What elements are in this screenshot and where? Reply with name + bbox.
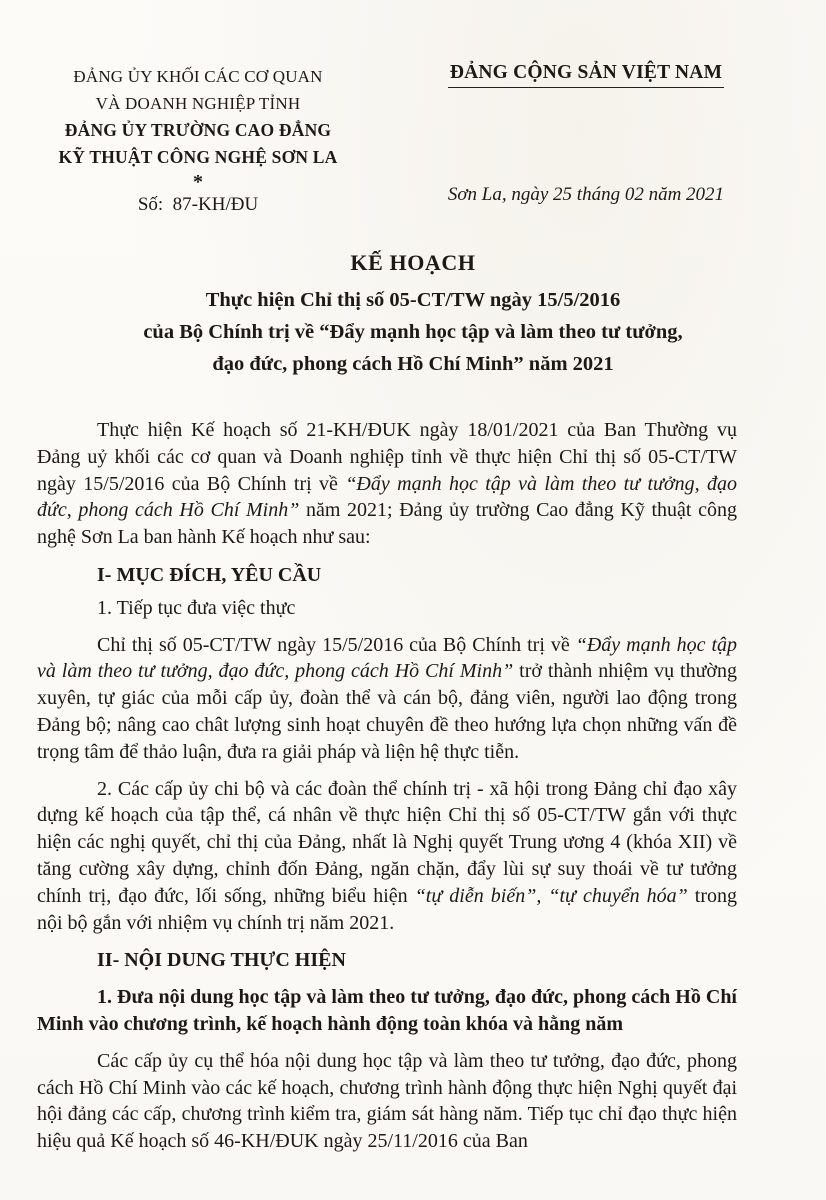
party-name: ĐẢNG CỘNG SẢN VIỆT NAM <box>448 62 724 88</box>
text-run: năm 2021; Đảng ủy trường Cao đẳng Kỹ thuật công nghệ Sơn La ban hành Kế hoạch như sau: <box>37 499 737 549</box>
issuing-org-block <box>28 64 368 216</box>
text-run: trong nội bộ gắn với nhiệm vụ chính trị năm 2021. <box>37 884 738 934</box>
text-run: 2. Các cấp ủy chi bộ và các đoàn thể chính trị - xã hội trong Đảng chỉ đạo xây dựng kế hoạch của tập thể, cá nhân về thực hiện Chỉ thị số 05-CT/TW gắn với thực hiện các nghị quyết, chỉ thị của Đảng, nhất là Nghị quyết Trung ương 4 (khóa XII) về tăng cường xây dựng, chỉnh đốn Đảng, ngăn chặn, đẩy lùi sự suy thoái về tư tưởng chính trị, đạo đức, lối sống, những biểu hiện <box>37 777 737 907</box>
place-and-date: Sơn La, ngày 25 tháng 02 năm 2021 <box>447 184 725 205</box>
section-2-paragraph-1: Các cấp ủy cụ thể hóa nội dung học tập và làm theo tư tưởng, đạo đức, phong cách Hồ Chí Minh vào các kế hoạch, chương trình hành động thực hiện Nghị quyết đại hội đảng các cấp, chương trình kiểm tra, giám sát hàng năm. Tiếp tục chỉ đạo thực hiện hiệu quả Kế hoạch số 46-KH/ĐUK ngày 25/11/2016 của Ban <box>37 1049 737 1153</box>
separator-star: * <box>193 171 203 193</box>
document-number: Số: 87-KH/ĐU <box>137 194 259 215</box>
title-line-1: Thực hiện Chỉ thị số 05-CT/TW ngày 15/5/2016 <box>205 289 621 311</box>
org-line-1: ĐẢNG ỦY KHỐI CÁC CƠ QUAN <box>73 67 323 86</box>
text-run: trở thành nhiệm vụ thường xuyên, tự giác của mỗi cấp ủy, đoàn thể và cán bộ, đảng viên, người lao động trong Đảng bộ; nâng cao chât lượng sinh hoạt chuyên đề theo hướng lựa chọn những vấn đề trọng tâm để thảo luận, đưa ra giải pháp và liện hệ thực tiễn. <box>37 660 737 763</box>
section-1-heading: I- MỤC ĐÍCH, YÊU CẦU <box>97 563 322 586</box>
org-line-4: KỸ THUẬT CÔNG NGHỆ SƠN LA <box>58 146 338 167</box>
section-1-paragraph-2 <box>37 776 737 937</box>
title-label: KẾ HOẠCH <box>350 250 476 275</box>
section-2-heading: II- NỘI DUNG THỰC HIỆN <box>97 949 346 972</box>
document-title-block <box>0 250 826 380</box>
org-line-2: VÀ DOANH NGHIỆP TỈNH <box>95 93 301 113</box>
section-1-item-1: 1. Tiếp tục đưa việc thực <box>97 596 296 619</box>
section-2-subheading-1: 1. Đưa nội dung học tập và làm theo tư tưởng, đạo đức, phong cách Hồ Chí Minh vào chương trình, kế hoạch hành động toàn khóa và hằng năm <box>37 986 737 1035</box>
intro-paragraph <box>37 417 737 551</box>
title-line-3: đạo đức, phong cách Hồ Chí Minh” năm 2021 <box>212 353 614 375</box>
national-header-block <box>412 62 760 206</box>
quoted-italic-run: “tự diễn biến”, “tự chuyển hóa” <box>414 884 688 907</box>
section-1-paragraph-1 <box>37 632 737 766</box>
text-run: Chỉ thị số 05-CT/TW ngày 15/5/2016 của Bộ Chính trị về <box>97 633 576 656</box>
org-line-3: ĐẢNG ỦY TRƯỜNG CAO ĐẲNG <box>64 120 332 140</box>
quoted-italic-run: “Đẩy mạnh học tập và làm theo tư tưởng, đạo đức, phong cách Hồ Chí Minh” <box>37 472 737 522</box>
quoted-italic-run: “Đẩy mạnh học tập và làm theo tư tưởng, đạo đức, phong cách Hồ Chí Minh” <box>37 633 737 683</box>
text-run: Thực hiện Kế hoạch số 21-KH/ĐUK ngày 18/01/2021 của Ban Thường vụ Đảng uỷ khối các cơ quan và Doanh nghiệp tỉnh về thực hiện Chỉ thị số 05-CT/TW ngày 15/5/2016 của Bộ Chính trị về <box>37 419 737 495</box>
document-body <box>37 417 737 1155</box>
title-line-2: của Bộ Chính trị về “Đẩy mạnh học tập và làm theo tư tưởng, <box>143 321 683 343</box>
